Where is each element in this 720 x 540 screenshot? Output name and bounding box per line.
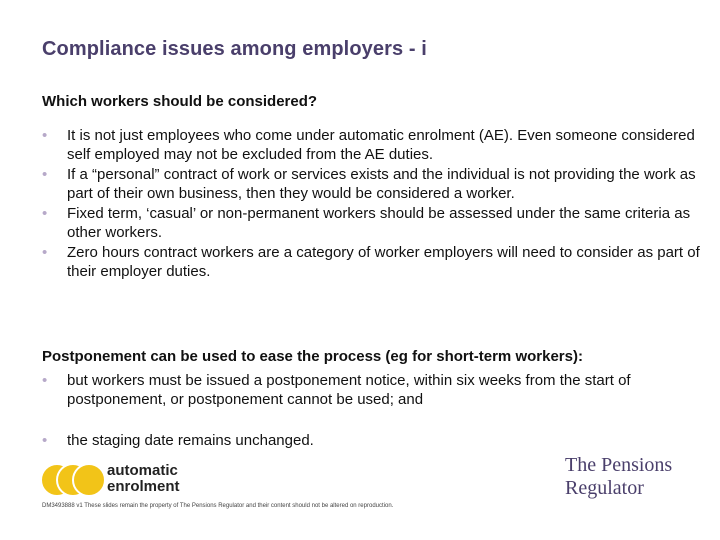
tpr-line-2: Regulator	[565, 477, 644, 499]
workers-bullet-list	[42, 126, 706, 282]
bullet-text: Zero hours contract workers are a category of worker employers will need to consider as part of their employer duties.	[67, 244, 700, 280]
postponement-bullet-list	[42, 371, 706, 450]
list-item	[42, 126, 706, 164]
list-item	[42, 371, 706, 409]
bullet-text: It is not just employees who come under automatic enrolment (AE). Even someone considered self employed may not be excluded from the AE duties.	[67, 127, 695, 163]
slide-subtitle: Which workers should be considered?	[42, 93, 318, 110]
pensions-regulator-logo	[565, 454, 672, 500]
bullet-text: the staging date remains unchanged.	[67, 432, 314, 449]
postponement-heading: Postponement can be used to ease the process (eg for short-term workers):	[42, 348, 583, 365]
bullet-icon: •	[42, 127, 48, 144]
bullet-icon: •	[42, 432, 48, 449]
tpr-line-1: The Pensions	[565, 454, 673, 476]
bullet-text: Fixed term, ‘casual’ or non-permanent workers should be assessed under the same criteria as other workers.	[67, 205, 691, 241]
bullet-icon: •	[42, 166, 48, 183]
ae-line-2: enrolment	[107, 478, 180, 495]
bullet-text: If a “personal” contract of work or services exists and the individual is not providing the work as part of their own business, then they would be considered a worker.	[67, 166, 696, 202]
slide-title: Compliance issues among employers - i	[42, 38, 427, 60]
bullet-icon: •	[42, 205, 48, 222]
bullet-text: but workers must be issued a postponement notice, within six weeks from the start of postponement, or postponement cannot be used; and	[67, 372, 631, 408]
bullet-icon: •	[42, 372, 48, 389]
bullet-icon: •	[42, 244, 48, 261]
ae-line-1: automatic	[107, 462, 178, 479]
automatic-enrolment-logo-text	[107, 463, 180, 495]
list-item	[42, 165, 706, 203]
footer-disclaimer: DM3493888 v1 These slides remain the property of The Pensions Regulator and their content should not be altered on reproduction.	[42, 503, 394, 509]
list-item	[42, 204, 706, 242]
list-item	[42, 431, 706, 450]
list-item	[42, 243, 706, 281]
